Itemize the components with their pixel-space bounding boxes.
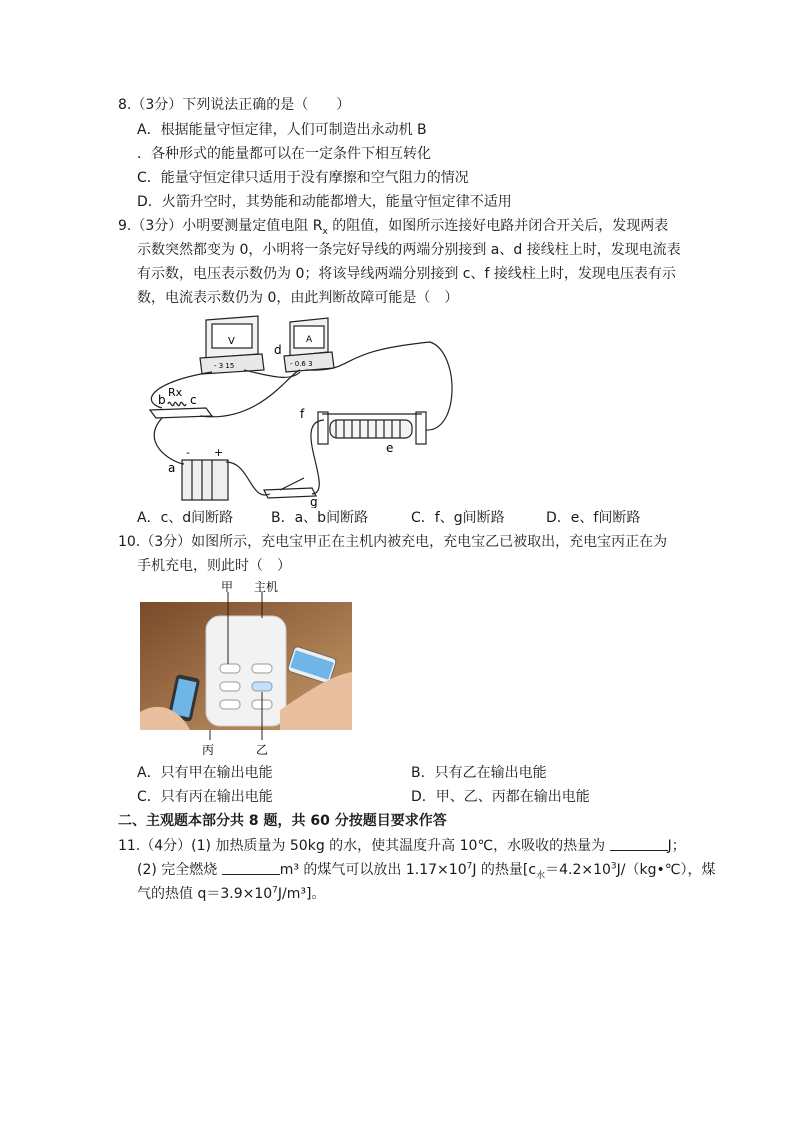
q10-line-1: 10.（3分）如图所示，充电宝甲正在主机内被充电，充电宝乙已被取出，充电宝丙正在为 bbox=[118, 534, 668, 550]
q9-line-4: 数，电流表示数仍为 0，由此判断故障可能是（ ） bbox=[137, 290, 459, 306]
q8-option-c: C．能量守恒定律只适用于没有摩擦和空气阻力的情况 bbox=[137, 170, 469, 186]
label-d: d bbox=[274, 343, 282, 357]
q11-blank-1[interactable] bbox=[610, 836, 668, 851]
q10-line-2: 手机充电，则此时（ ） bbox=[137, 558, 291, 574]
ammeter-terminals: - 0.6 3 bbox=[290, 360, 313, 368]
q8-option-d: D．火箭升空时，其势能和动能都增大，能量守恒定律不适用 bbox=[137, 194, 512, 210]
q8-stem: 8.（3分）下列说法正确的是（ ） bbox=[118, 97, 351, 113]
rx-label: Rx bbox=[168, 386, 183, 399]
label-e: e bbox=[386, 441, 394, 455]
q11-line-3: 气的热值 $q=3.9\times 10^7J/m^3$]。 bbox=[137, 885, 326, 902]
label-zhuji: 主机 bbox=[254, 580, 279, 594]
label-jia: 甲 bbox=[221, 580, 234, 594]
label-c: c bbox=[190, 393, 197, 407]
q9-option-b: B．a、b间断路 bbox=[271, 510, 369, 526]
q11-blank-2[interactable] bbox=[222, 860, 280, 875]
label-bing: 丙 bbox=[202, 743, 215, 756]
q8-option-b: ．各种形式的能量都可以在一定条件下相互转化 bbox=[137, 146, 431, 162]
label-yi: 乙 bbox=[256, 743, 269, 756]
q9-option-c: C．f、g间断路 bbox=[411, 510, 505, 526]
q10-option-d: D．甲、乙、丙都在输出电能 bbox=[411, 789, 590, 805]
section-2-heading: 二、主观题本部分共 8 题，共 60 分按题目要求作答 bbox=[118, 813, 447, 829]
battery-minus: - bbox=[186, 446, 190, 459]
battery-plus: + bbox=[214, 446, 224, 459]
label-f: f bbox=[300, 407, 305, 421]
q9-line-2: 示数突然都变为 0，小明将一条完好导线的两端分别接到 a、d 接线柱上时，发现电流表 bbox=[137, 242, 681, 258]
q8-option-a: A．根据能量守恒定律，人们可制造出永动机 B bbox=[137, 122, 427, 138]
q11-line-1: 11.（4分）(1) 加热质量为 50kg 的水，使其温度升高 10℃，水吸收的热量为 J； bbox=[118, 838, 686, 854]
voltmeter-terminals: - 3 15 bbox=[214, 362, 235, 370]
label-a: a bbox=[168, 461, 176, 475]
ammeter-label: A bbox=[306, 335, 313, 345]
q9-line-1: 9.（3分）小明要测量定值电阻 $R_x$ 的阻值，如图所示连接好电路并闭合开关后，发现两表 bbox=[118, 218, 669, 237]
power-bank-photo bbox=[140, 580, 352, 756]
q10-option-a: A．只有甲在输出电能 bbox=[137, 765, 273, 781]
q10-option-b: B．只有乙在输出电能 bbox=[411, 765, 547, 781]
voltmeter-label: V bbox=[228, 336, 235, 347]
q9-option-a: A．c、d间断路 bbox=[137, 510, 234, 526]
label-b: b bbox=[158, 393, 166, 407]
q9-line-3: 有示数，电压表示数仍为 0；将该导线两端分别接到 c、f 接线柱上时，发现电压表有示 bbox=[137, 266, 676, 282]
q10-option-c: C．只有丙在输出电能 bbox=[137, 789, 273, 805]
label-g: g bbox=[310, 495, 318, 508]
q9-option-d: D．e、f间断路 bbox=[546, 510, 641, 526]
q11-line-2: (2) 完全燃烧 m³ 的煤气可以放出 $1.17\times 10^7J$ 的热量[$c_水=4.2\times 10^3J/(kg•℃)$，煤 bbox=[137, 861, 716, 881]
circuit-figure bbox=[140, 312, 460, 508]
